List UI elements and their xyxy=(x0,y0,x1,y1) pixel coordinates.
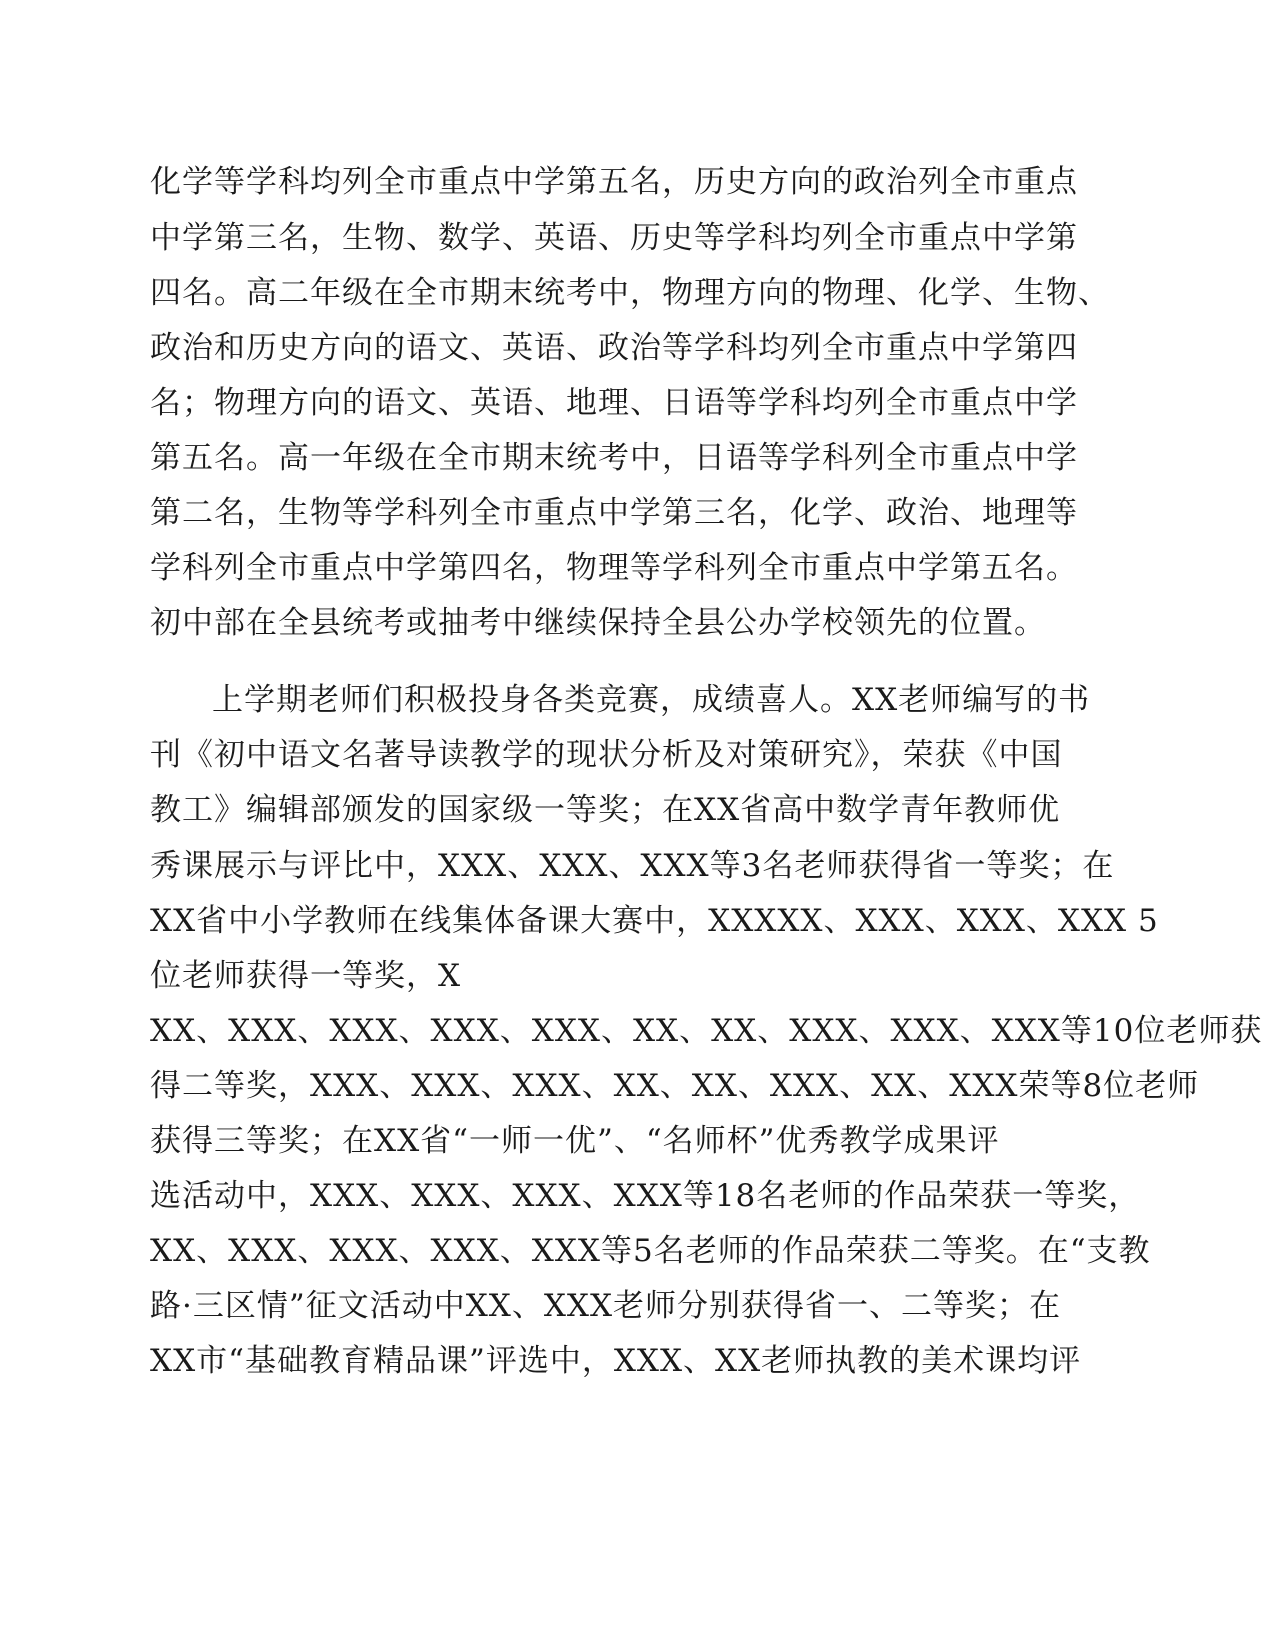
paragraph-line: 学科列全市重点中学第四名，物理等学科列全市重点中学第五名。 xyxy=(150,550,1078,586)
paragraph-line: 第五名。高一年级在全市期末统考中，日语等学科列全市重点中学 xyxy=(150,440,1078,476)
paragraph-line: 秀课展示与评比中，XXX、XXX、XXX等3名老师获得省一等奖；在 xyxy=(150,848,1115,884)
paragraph-line: 第二名，生物等学科列全市重点中学第三名，化学、政治、地理等 xyxy=(150,495,1078,531)
paragraph-line: XX、XXX、XXX、XXX、XXX、XX、XX、XXX、XXX、XXX等10位老师获 xyxy=(150,1013,1263,1049)
paragraph-line: XX省中小学教师在线集体备课大赛中，XXXXX、XXX、XXX、XXX 5 xyxy=(150,903,1159,939)
paragraph-line: 刊《初中语文名著导读教学的现状分析及对策研究》，荣获《中国 xyxy=(150,737,1063,773)
paragraph-line: 四名。高二年级在全市期末统考中，物理方向的物理、化学、生物、 xyxy=(150,275,1110,311)
paragraph-line: 选活动中，XXX、XXX、XXX、XXX等18名老师的作品荣获一等奖， xyxy=(150,1178,1141,1214)
paragraph-line: 获得三等奖；在XX省“一师一优”、“名师杯”优秀教学成果评 xyxy=(150,1123,1000,1159)
paragraph-line: 政治和历史方向的语文、英语、政治等学科均列全市重点中学第四 xyxy=(150,330,1078,366)
paragraph-line: 名；物理方向的语文、英语、地理、日语等学科均列全市重点中学 xyxy=(150,385,1078,421)
paragraph-line: 上学期老师们积极投身各类竞赛，成绩喜人。XX老师编写的书 xyxy=(212,682,1091,718)
paragraph-line: XX市“基础教育精品课”评选中，XXX、XX老师执教的美术课均评 xyxy=(150,1343,1082,1379)
paragraph-line: 中学第三名，生物、数学、英语、历史等学科均列全市重点中学第 xyxy=(150,220,1078,256)
paragraph-line: 化学等学科均列全市重点中学第五名，历史方向的政治列全市重点 xyxy=(150,164,1078,200)
paragraph-line: XX、XXX、XXX、XXX、XXX等5名老师的作品荣获二等奖。在“支教 xyxy=(150,1233,1151,1269)
paragraph-line: 得二等奖，XXX、XXX、XXX、XX、XX、XXX、XX、XXX荣等8位老师 xyxy=(150,1068,1200,1104)
paragraph-line: 初中部在全县统考或抽考中继续保持全县公办学校领先的位置。 xyxy=(150,605,1046,641)
paragraph-line: 位老师获得一等奖，X xyxy=(150,958,462,994)
paragraph-line: 路·三区情”征文活动中XX、XXX老师分别获得省一、二等奖；在 xyxy=(150,1288,1062,1324)
paragraph-line: 教工》编辑部颁发的国家级一等奖；在XX省高中数学青年教师优 xyxy=(150,792,1061,828)
